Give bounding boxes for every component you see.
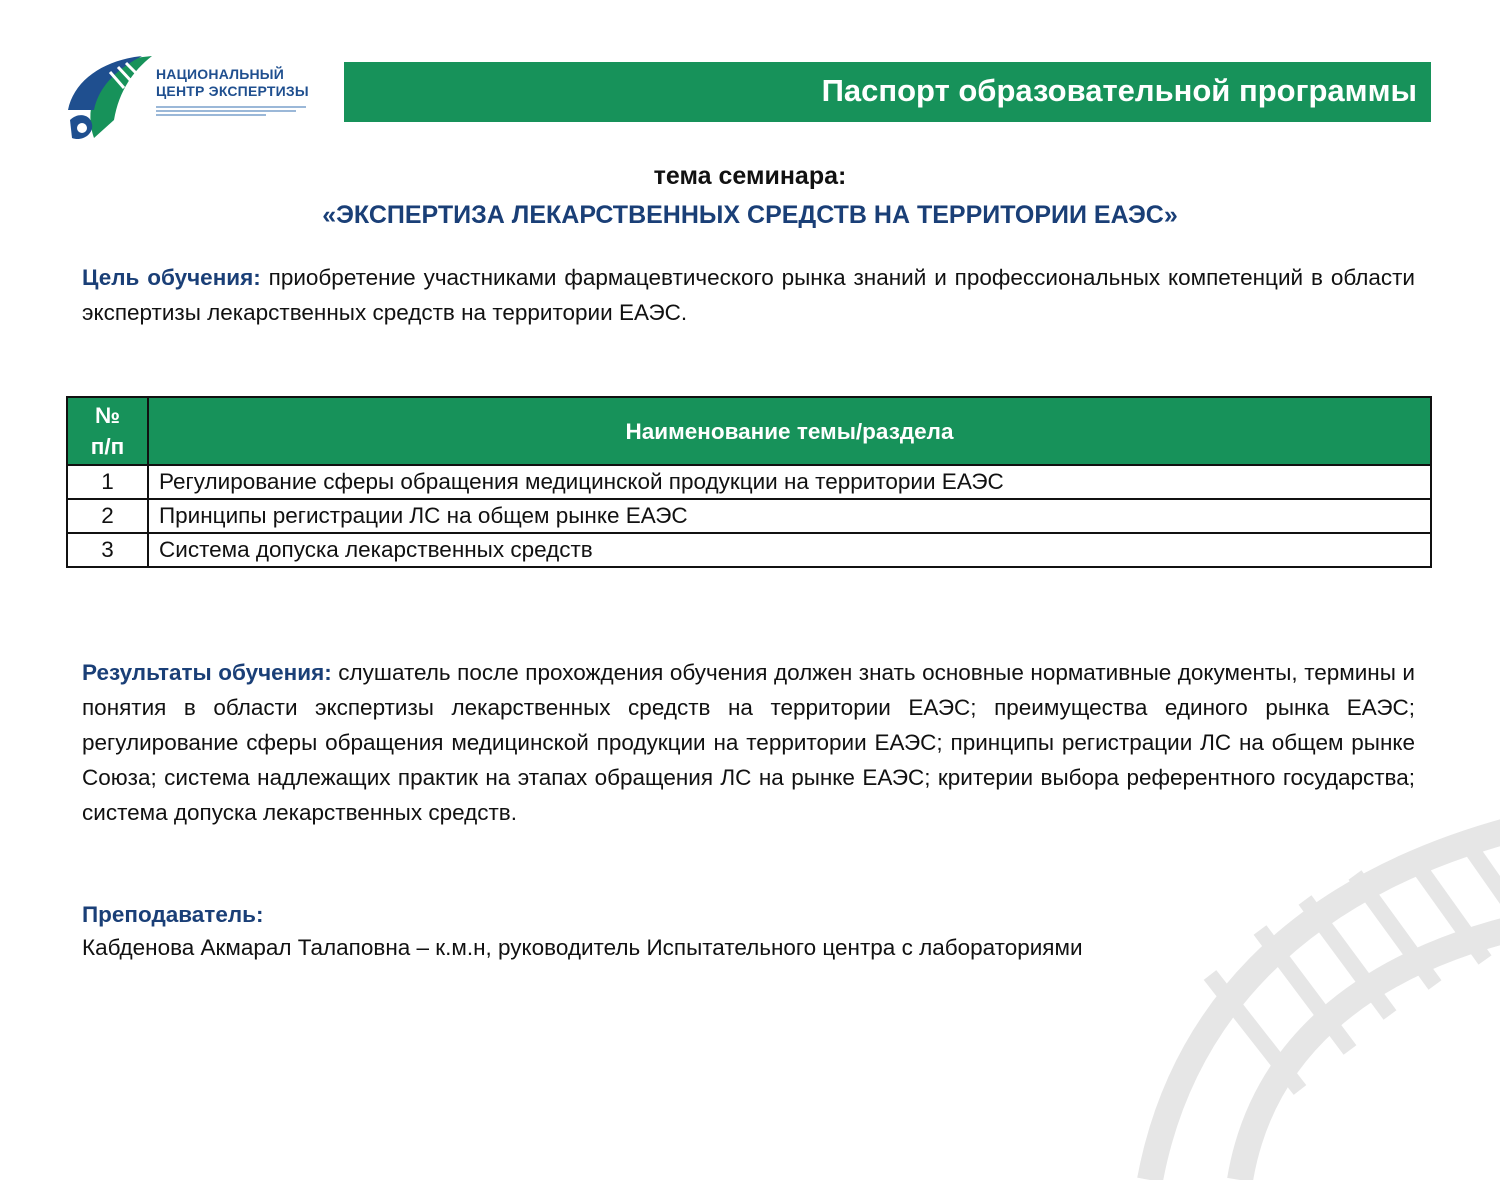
row-name: Система допуска лекарственных средств — [148, 533, 1431, 567]
logo-emblem-icon — [64, 50, 156, 146]
topics-table — [66, 396, 1432, 568]
logo-tagline-graphic — [156, 104, 316, 118]
goal-text: приобретение участниками фармацевтического рынка знаний и профессиональных компетенций в области экспертизы лекарственных средств на территории ЕАЭС. — [82, 265, 1416, 325]
table-header-row — [67, 397, 1431, 465]
results-text: слушатель после прохождения обучения должен знать основные нормативные документы, термины и понятия в области экспертизы лекарственных средств на территории ЕАЭС; преимущества единого рынка ЕАЭС; регулирование сферы обращения медицинской продукции на территории ЕАЭС; принципы регистрации ЛС на общем рынке Союза; система надлежащих практик на этапах обращения ЛС на рынке ЕАЭС; критерии выбора референтного государства; система допуска лекарственных средств. — [82, 660, 1416, 825]
header-name: Наименование темы/раздела — [148, 397, 1431, 465]
row-name: Регулирование сферы обращения медицинской продукции на территории ЕАЭС — [148, 465, 1431, 499]
page-title: Паспорт образовательной программы — [821, 73, 1417, 108]
topic-title: «ЭКСПЕРТИЗА ЛЕКАРСТВЕННЫХ СРЕДСТВ НА ТЕРРИТОРИИ ЕАЭС» — [322, 201, 1178, 229]
header-num-text: № п/п — [90, 403, 125, 459]
header-banner — [344, 62, 1431, 122]
results-paragraph — [82, 655, 1415, 830]
logo-line-1: НАЦИОНАЛЬНЫЙ — [156, 66, 284, 82]
table-row — [67, 465, 1431, 499]
results-label: Результаты обучения: — [82, 660, 332, 685]
logo — [60, 46, 330, 146]
row-name: Принципы регистрации ЛС на общем рынке ЕАЭС — [148, 499, 1431, 533]
goal-label: Цель обучения: — [82, 265, 261, 290]
goal-paragraph — [82, 260, 1415, 330]
row-num: 1 — [67, 465, 148, 499]
teacher-name: Кабденова Акмарал Талаповна – к.м.н, руководитель Испытательного центра с лабораториями — [82, 935, 1083, 960]
row-num: 2 — [67, 499, 148, 533]
logo-name — [156, 66, 309, 100]
table-row — [67, 533, 1431, 567]
header-num — [67, 397, 148, 465]
teacher-label: Преподаватель: — [82, 902, 264, 927]
logo-line-2: ЦЕНТР ЭКСПЕРТИЗЫ — [156, 83, 309, 99]
table-row — [67, 499, 1431, 533]
topic-label: тема семинара: — [653, 162, 847, 190]
row-num: 3 — [67, 533, 148, 567]
